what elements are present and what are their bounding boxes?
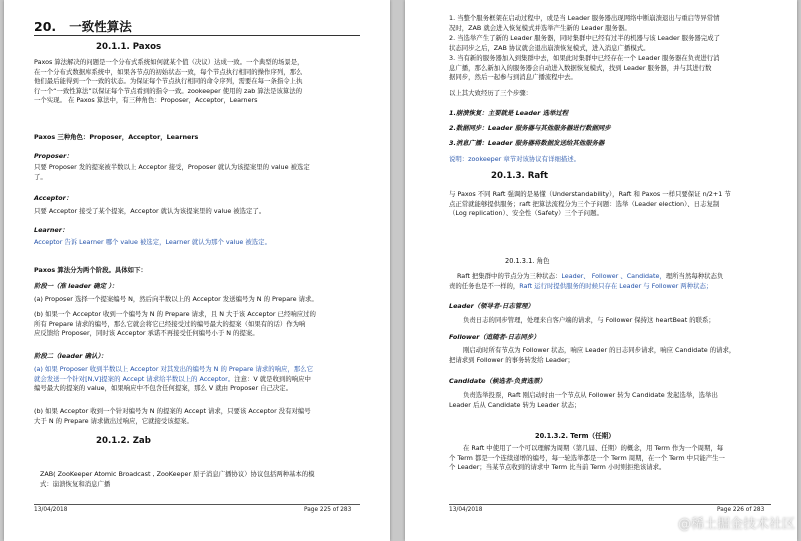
acceptor-description: 只要 Acceptor 接受了某个提案，Acceptor 就认为该提案里的 value 被选定了。 (34, 207, 266, 215)
learner-description: Acceptor 告诉 Learner 哪个 value 被选定，Learner 就认为那个 value 被选定。 (34, 238, 271, 246)
text-line: 大于 N 的 Prepare 请求做出过响应，它就接受该提案。 (34, 416, 193, 425)
raft-roles-paragraph (449, 272, 724, 291)
text-line: 所有 Prepare 请求的编号，那么它就会将它已经接受过的编号最大的提案（如果有的话）作为响 (34, 319, 306, 328)
section-heading-paxos: 20.1.1. Paxos (96, 42, 162, 52)
text-line: 只要 Proposer 发的提案被半数以上 Acceptor 接受，Proposer 就认为该提案里的 value 被选定 (34, 163, 310, 171)
follower-label: Follower（追随者-日志同步） (449, 333, 540, 341)
text-line: 个 Term 都是一个连续递增的编号，每一轮选举都是一个 Term 周期，在一个 Term 中只能产生一 (449, 453, 725, 462)
document-page-226 (405, 0, 797, 541)
text-line (457, 272, 723, 282)
text-line: 在 Raft 中使用了一个可以理解为周期（第几届、任期）的概念，用 Term 作为一个周期，每 (463, 444, 724, 452)
text-line: 在一个分布式数据库系统中，如果各节点的初始状态一致，每个节点执行相同的操作序列，那么 (34, 67, 303, 76)
text-line: ZAB( ZooKeeper Atomic Broadcast , ZooKeeper 原子消息广播协议）协议包括两种基本的模 (40, 470, 315, 478)
chapter-heading (34, 17, 132, 35)
footer-rule (449, 504, 771, 505)
text-line: 编号最大的提案的 value，如果响应中不包含任何提案，那么 V 就由 Proposer 自己决定。 (34, 384, 293, 393)
chapter-number: 20. (34, 19, 57, 34)
text-line: 与 Paxos 不同 Raft 强调的是易懂（Understandability），Raft 和 Paxos 一样只要保证 n/2+1 节 (449, 190, 731, 198)
text-line: 点正常就能够提供服务；raft 把算法流程分为三个子问题：选举（Leader election）、日志复制 (449, 199, 720, 208)
text-line: 式：崩溃恢复和消息广播 (40, 479, 111, 488)
term-paragraph (449, 444, 725, 473)
chapter-title: 一致性算法 (69, 19, 132, 34)
leader-description: 负责日志的同步管理，处理来自客户端的请求，与 Follower 保持这 heartBeat 的联系； (463, 316, 715, 324)
list-item-2 (449, 34, 720, 53)
text-line: 个 Leader；当某节点收到的请求中 Term 比当前 Term 小时则拒绝该请求。 (449, 463, 666, 472)
phase-two-step-b (34, 407, 311, 426)
phase-one-step-a: (a) Proposer 选择一个提案编号 N，然后向半数以上的 Acceptor 发送编号为 N 的 Prepare 请求。 (34, 295, 318, 303)
follower-description (449, 346, 736, 365)
subsection-heading-roles: 20.1.3.1. 角色 (505, 257, 550, 265)
phase-two-label: 阶段二（leader 确认）： (34, 352, 108, 360)
text-line: (b) 如果一个 Acceptor 收到一个编号为 N 的 Prepare 请求，且 N 大于该 Acceptor 已经响应过的 (34, 310, 316, 318)
learner-label: Learner： (34, 226, 69, 234)
paxos-phases-heading: Paxos 算法分为两个阶段。具体如下： (34, 266, 147, 274)
subsection-heading-term: 20.1.3.2. Term（任期） (535, 432, 615, 440)
step-crash-recovery: 1.崩溃恢复：主要就是 Leader 选举过程 (449, 109, 569, 117)
text-line: 1. 当整个服务框架在启动过程中，或是当 Leader 服务器出现网络中断崩溃退出与重启等异常情 (449, 14, 720, 22)
acceptor-label: Acceptor： (34, 194, 73, 202)
footer-rule (34, 504, 360, 505)
paxos-roles-heading: Paxos 三种角色：Proposer，Acceptor，Learners (34, 133, 199, 141)
text-line: 刚启动时所有节点为 Follower 状态，响应 Leader 的日志同步请求，响应 Candidate 的请求， (463, 346, 736, 354)
text-line: （Log replication）、安全性（Safety）三个子问题。 (449, 209, 603, 218)
proposer-label: Proposer： (34, 152, 73, 160)
list-item-3 (449, 54, 720, 83)
text-line: 了。 (34, 172, 47, 181)
leader-label: Leader（领导者-日志管理） (449, 302, 534, 310)
proposer-description (34, 163, 310, 182)
chapter-underline (34, 35, 360, 36)
candidate-description (449, 391, 718, 410)
footer-date: 13/04/2018 (34, 507, 68, 513)
zookeeper-note: 说明：zookeeper 章节对该协议有详细描述。 (449, 155, 581, 163)
text-span: 责的任务也是不一样的， (449, 281, 520, 290)
text-line: 据同步，然后一起参与到消息广播流程中去。 (449, 73, 577, 82)
phase-one-label: 阶段一（准 leader 确定 ）： (34, 282, 118, 290)
zab-paragraph (40, 470, 315, 489)
watermark: @稀土掘金技术社区 (677, 517, 795, 532)
text-line: 息广播，那么新加入的服务器会自动进入数据恢复模式，找到 Leader 服务器，并与其进行数 (449, 63, 712, 72)
text-line: 况时，ZAB 就会进入恢复模式并选举产生新的 Leader 服务器。 (449, 23, 631, 32)
footer-page-number: Page 226 of 283 (717, 507, 765, 513)
text-span: 注意：V 就是收到的响应中 (234, 374, 311, 383)
text-line: Paxos 算法解决的问题是一个分布式系统如何就某个值（决议）达成一致。一个典型的场景是， (34, 58, 304, 66)
section-heading-zab: 20.1.2. Zab (96, 436, 151, 446)
text-line: 应反馈给 Proposer，同时该 Acceptor 承诺不再接受任何编号小于 N 的提案。 (34, 329, 259, 338)
text-line: 2. 当选举产生了新的 Leader 服务器，同时集群中已经有过半的机器与该 Leader 服务器完成了 (449, 34, 720, 42)
text-line: 他们最后能得到一个一致的状态。为保证每个节点执行相同的命令序列，需要在每一条指令上执 (34, 77, 303, 86)
footer-page-number: Page 225 of 283 (304, 507, 352, 513)
raft-intro-paragraph (449, 190, 731, 219)
text-line: 行一个“一致性算法”以保证每个节点看到的指令一致。zookeeper 使用的 zab 算法是该算法的 (34, 86, 303, 95)
text-span: 就会发送一个针对[N,V]提案的 Accept 请求给半数以上的 Acceptor。 (34, 374, 235, 383)
steps-intro: 以上其大致经历了三个步骤： (449, 89, 533, 97)
paxos-intro-paragraph (34, 58, 304, 106)
phase-two-step-a (34, 365, 313, 394)
section-heading-raft: 20.1.3. Raft (491, 171, 548, 181)
step-data-sync: 2.数据同步：Leader 服务器与其他服务器进行数据同步 (449, 124, 611, 132)
text-span: Raft 运行时提供服务的时候只存在 Leader 与 Follower 两种状态； (519, 281, 713, 290)
text-line (34, 375, 313, 385)
step-broadcast: 3.消息广播：Leader 服务器将数据发送给其他服务器 (449, 139, 605, 147)
text-line: 把请求到 Follower 的事务转发给 Leader； (449, 355, 574, 364)
document-page-225 (4, 0, 390, 541)
text-span: 理所当然每种状态负 (665, 272, 724, 280)
text-line: 一个实现。 在 Paxos 算法中，有三种角色：Proposer，Acceptor，Learners (34, 96, 258, 105)
text-span: Leader、 Follower 、Candidate， (561, 272, 666, 280)
footer-date: 13/04/2018 (449, 507, 483, 513)
text-line: (a) 如果 Proposer 收到半数以上 Acceptor 对其发出的编号为 N 的 Prepare 请求的响应，那么它 (34, 365, 313, 373)
text-line: 3. 当有新的服务器加入到集群中去，如果此时集群中已经存在一个 Leader 服务器在负责进行消 (449, 54, 720, 62)
text-line (449, 282, 723, 292)
phase-one-step-b (34, 310, 316, 339)
text-line: (b) 如果 Acceptor 收到一个针对编号为 N 的提案的 Accept 请求，只要该 Acceptor 没有对编号 (34, 407, 311, 415)
text-line: Leader 后从 Candidate 转为 Leader 状态； (449, 400, 581, 409)
text-span: Raft 把集群中的节点分为三种状态： (457, 272, 562, 280)
candidate-label: Candidate（候选者-负责选票） (449, 377, 546, 385)
text-line: 状态同步之后，ZAB 协议就会退出崩溃恢复模式，进入消息广播模式。 (449, 43, 650, 52)
list-item-1 (449, 14, 720, 33)
text-line: 负责选举投票，Raft 刚启动时由一个节点从 Follower 转为 Candidate 发起选举，选举出 (463, 391, 718, 399)
